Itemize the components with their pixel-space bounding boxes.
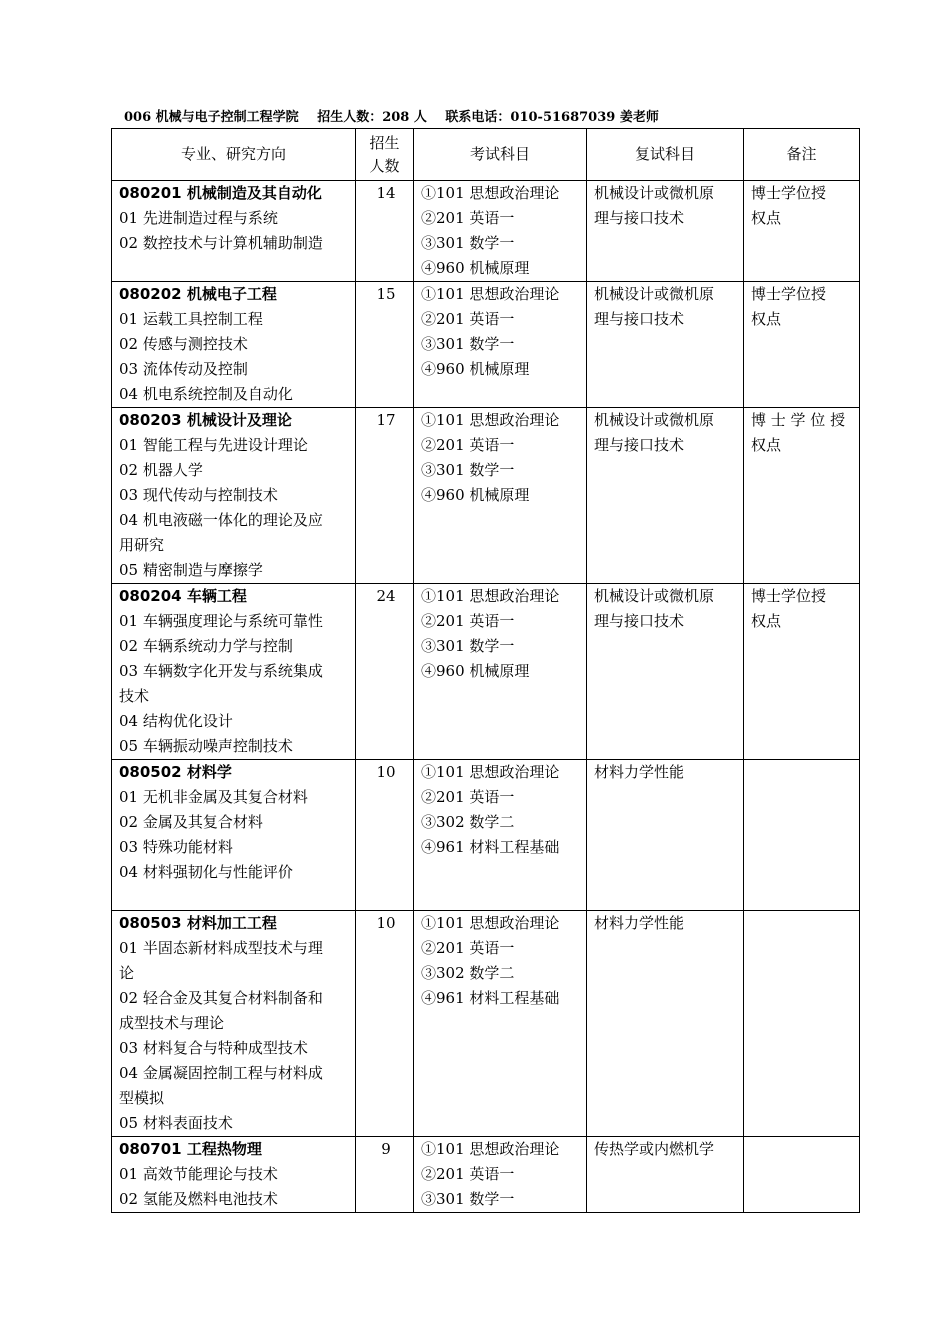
enrollment-count: 15 [356, 282, 414, 408]
table-row [112, 584, 860, 760]
program-table [111, 128, 860, 1213]
exam-subjects-line: ①101 思想政治理论 [421, 587, 560, 605]
remark [744, 760, 860, 911]
retest-subjects-line: 机械设计或微机原 [594, 285, 715, 303]
exam-subjects-line: ①101 思想政治理论 [421, 914, 560, 932]
exam-subjects-line: ④960 机械原理 [421, 259, 530, 277]
exam-subjects-line: ②201 英语一 [421, 1165, 515, 1183]
research-direction: 03 现代传动与控制技术 [119, 486, 278, 504]
research-direction: 01 无机非金属及其复合材料 [119, 788, 308, 806]
exam-subjects-line: ②201 英语一 [421, 310, 515, 328]
exam-subjects-line: ②201 英语一 [421, 788, 515, 806]
exam-subjects-line: ③301 数学一 [421, 461, 515, 479]
col-header-exams: 考试科目 [414, 129, 587, 181]
exam-subjects-line: ③301 数学一 [421, 1190, 515, 1208]
retest-subjects [587, 1137, 744, 1213]
research-direction: 03 流体传动及控制 [119, 360, 248, 378]
retest-subjects-line: 传热学或内燃机学 [594, 1140, 715, 1158]
major-title: 080202 机械电子工程 [119, 285, 277, 303]
research-direction: 01 运载工具控制工程 [119, 310, 263, 328]
exam-subjects-line: ④961 材料工程基础 [421, 838, 560, 856]
remark [744, 408, 860, 584]
research-direction: 05 精密制造与摩擦学 [119, 561, 263, 579]
exam-subjects [414, 181, 587, 282]
major-title: 080201 机械制造及其自动化 [119, 184, 322, 202]
research-direction: 04 材料强韧化与性能评价 [119, 863, 293, 881]
enrollment-count: 10 [356, 760, 414, 911]
exam-subjects-line: ①101 思想政治理论 [421, 411, 560, 429]
retest-subjects [587, 584, 744, 760]
table-row [112, 1137, 860, 1213]
retest-subjects-line: 材料力学性能 [594, 763, 685, 781]
research-direction: 01 半固态新材料成型技术与理 [119, 939, 323, 957]
retest-subjects-line: 材料力学性能 [594, 914, 685, 932]
research-direction: 02 数控技术与计算机辅助制造 [119, 234, 323, 252]
research-direction: 03 特殊功能材料 [119, 838, 233, 856]
remark-line: 博 士 学 位 授 [751, 411, 846, 429]
exam-subjects [414, 408, 587, 584]
table-row [112, 282, 860, 408]
table-row [112, 408, 860, 584]
enrollment-count: 10 [356, 911, 414, 1137]
col-header-note: 备注 [744, 129, 860, 181]
retest-subjects-line: 理与接口技术 [594, 612, 685, 630]
remark-line: 权点 [751, 310, 782, 328]
remark [744, 282, 860, 408]
major-cell [112, 282, 356, 408]
remark-line: 权点 [751, 209, 782, 227]
research-direction: 技术 [119, 687, 150, 705]
research-direction: 型模拟 [119, 1089, 165, 1107]
major-title: 080203 机械设计及理论 [119, 411, 292, 429]
research-direction: 02 氢能及燃料电池技术 [119, 1190, 278, 1208]
retest-subjects-line: 机械设计或微机原 [594, 411, 715, 429]
retest-subjects-line: 机械设计或微机原 [594, 587, 715, 605]
exam-subjects-line: ③302 数学二 [421, 813, 515, 831]
enrollment-count: 24 [356, 584, 414, 760]
exam-subjects-line: ①101 思想政治理论 [421, 763, 560, 781]
research-direction: 03 材料复合与特种成型技术 [119, 1039, 308, 1057]
exam-subjects-line: ②201 英语一 [421, 612, 515, 630]
page-header [124, 106, 673, 125]
major-cell [112, 760, 356, 911]
remark-line: 博士学位授 [751, 184, 827, 202]
exam-subjects [414, 911, 587, 1137]
research-direction: 01 先进制造过程与系统 [119, 209, 278, 227]
remark [744, 911, 860, 1137]
research-direction: 论 [119, 964, 135, 982]
enrollment-count: 9 [356, 1137, 414, 1213]
col-header-count: 招生 人数 [356, 129, 414, 181]
research-direction: 用研究 [119, 536, 165, 554]
major-title: 080502 材料学 [119, 763, 232, 781]
exam-subjects-line: ④960 机械原理 [421, 360, 530, 378]
exam-subjects [414, 584, 587, 760]
research-direction: 05 车辆振动噪声控制技术 [119, 737, 293, 755]
enrollment-total: 招生人数：208 人 [317, 110, 427, 125]
retest-subjects [587, 282, 744, 408]
research-direction: 04 机电液磁一体化的理论及应 [119, 511, 323, 529]
exam-subjects [414, 760, 587, 911]
retest-subjects [587, 911, 744, 1137]
remark [744, 181, 860, 282]
exam-subjects-line: ②201 英语一 [421, 436, 515, 454]
exam-subjects-line: ①101 思想政治理论 [421, 285, 560, 303]
retest-subjects-line: 理与接口技术 [594, 209, 685, 227]
retest-subjects-line: 理与接口技术 [594, 310, 685, 328]
retest-subjects-line: 理与接口技术 [594, 436, 685, 454]
retest-subjects [587, 760, 744, 911]
research-direction: 01 智能工程与先进设计理论 [119, 436, 308, 454]
enrollment-count: 17 [356, 408, 414, 584]
remark-line: 博士学位授 [751, 587, 827, 605]
exam-subjects-line: ③302 数学二 [421, 964, 515, 982]
college-name: 006 机械与电子控制工程学院 [124, 110, 299, 125]
table-row [112, 911, 860, 1137]
exam-subjects-line: ③301 数学一 [421, 335, 515, 353]
remark-line: 权点 [751, 436, 782, 454]
exam-subjects [414, 282, 587, 408]
retest-subjects [587, 181, 744, 282]
research-direction: 04 结构优化设计 [119, 712, 233, 730]
major-cell [112, 911, 356, 1137]
exam-subjects-line: ①101 思想政治理论 [421, 1140, 560, 1158]
col-header-retest: 复试科目 [587, 129, 744, 181]
exam-subjects-line: ④961 材料工程基础 [421, 989, 560, 1007]
research-direction: 04 金属凝固控制工程与材料成 [119, 1064, 323, 1082]
col-header-major: 专业、研究方向 [112, 129, 356, 181]
major-cell [112, 584, 356, 760]
major-cell [112, 181, 356, 282]
enrollment-count: 14 [356, 181, 414, 282]
research-direction: 02 机器人学 [119, 461, 203, 479]
table-header-row [112, 129, 860, 181]
research-direction: 01 高效节能理论与技术 [119, 1165, 278, 1183]
research-direction: 成型技术与理论 [119, 1014, 225, 1032]
exam-subjects-line: ③301 数学一 [421, 637, 515, 655]
exam-subjects-line: ①101 思想政治理论 [421, 184, 560, 202]
major-cell [112, 408, 356, 584]
remark [744, 1137, 860, 1213]
remark [744, 584, 860, 760]
exam-subjects-line: ②201 英语一 [421, 209, 515, 227]
major-title: 080204 车辆工程 [119, 587, 247, 605]
table-row [112, 181, 860, 282]
research-direction: 02 车辆系统动力学与控制 [119, 637, 293, 655]
exam-subjects-line: ④960 机械原理 [421, 662, 530, 680]
major-title: 080701 工程热物理 [119, 1140, 262, 1158]
major-cell [112, 1137, 356, 1213]
research-direction: 01 车辆强度理论与系统可靠性 [119, 612, 323, 630]
table-body [112, 181, 860, 1213]
research-direction: 05 材料表面技术 [119, 1114, 233, 1132]
exam-subjects-line: ②201 英语一 [421, 939, 515, 957]
retest-subjects [587, 408, 744, 584]
research-direction: 02 轻合金及其复合材料制备和 [119, 989, 323, 1007]
exam-subjects-line: ④960 机械原理 [421, 486, 530, 504]
contact-phone: 联系电话：010-51687039 姜老师 [445, 110, 659, 125]
exam-subjects-line: ③301 数学一 [421, 234, 515, 252]
table-row [112, 760, 860, 911]
research-direction: 04 机电系统控制及自动化 [119, 385, 293, 403]
research-direction: 03 车辆数字化开发与系统集成 [119, 662, 323, 680]
research-direction: 02 传感与测控技术 [119, 335, 248, 353]
exam-subjects [414, 1137, 587, 1213]
remark-line: 博士学位授 [751, 285, 827, 303]
research-direction: 02 金属及其复合材料 [119, 813, 263, 831]
remark-line: 权点 [751, 612, 782, 630]
major-title: 080503 材料加工工程 [119, 914, 277, 932]
retest-subjects-line: 机械设计或微机原 [594, 184, 715, 202]
